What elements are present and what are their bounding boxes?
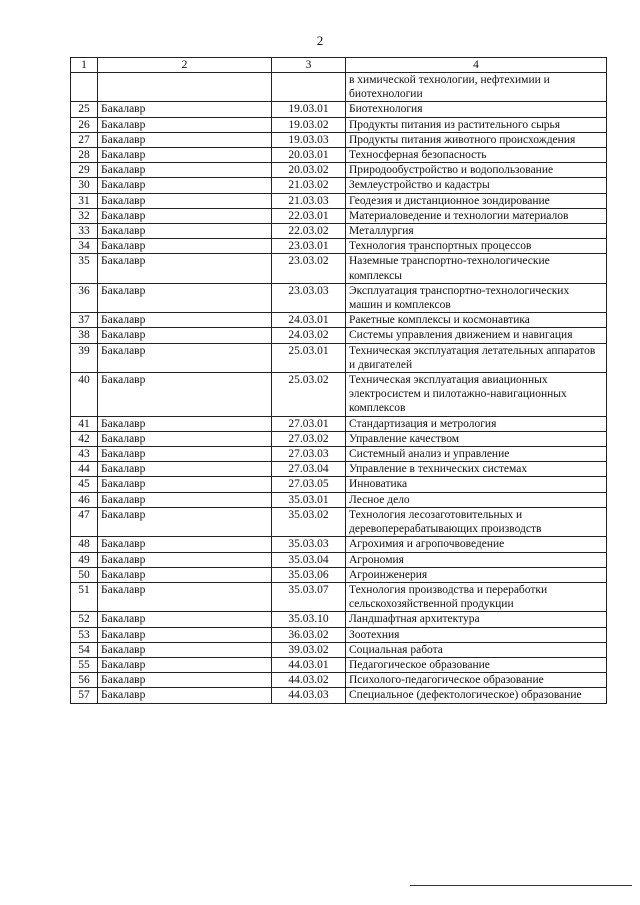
cell-name: Психолого-педагогическое образование: [346, 673, 607, 688]
table-header-row: [71, 58, 607, 73]
cell-level: Бакалавр: [98, 148, 272, 163]
table-row: [71, 673, 607, 688]
cell-code: 44.03.01: [272, 657, 346, 672]
cell-number: [71, 73, 98, 102]
cell-code: 23.03.02: [272, 254, 346, 283]
cell-level: Бакалавр: [98, 102, 272, 117]
cell-level: Бакалавр: [98, 447, 272, 462]
cell-number: 45: [71, 477, 98, 492]
table-row: [71, 163, 607, 178]
table-row: [71, 373, 607, 417]
cell-level: Бакалавр: [98, 642, 272, 657]
cell-code: 27.03.01: [272, 416, 346, 431]
cell-code: 24.03.02: [272, 328, 346, 343]
cell-name: Лесное дело: [346, 492, 607, 507]
cell-code: 20.03.02: [272, 163, 346, 178]
header-col-3: 3: [272, 58, 346, 73]
cell-number: 33: [71, 224, 98, 239]
table-row: [71, 447, 607, 462]
cell-name: Ландшафтная архитектура: [346, 612, 607, 627]
table-row: [71, 193, 607, 208]
cell-level: Бакалавр: [98, 373, 272, 417]
cell-level: Бакалавр: [98, 117, 272, 132]
specialties-table: [70, 57, 607, 704]
cell-code: 19.03.02: [272, 117, 346, 132]
cell-name: Специальное (дефектологическое) образование: [346, 688, 607, 703]
cell-level: Бакалавр: [98, 612, 272, 627]
cell-number: 42: [71, 431, 98, 446]
cell-name: Технология транспортных процессов: [346, 239, 607, 254]
cell-level: Бакалавр: [98, 462, 272, 477]
table-row: [71, 657, 607, 672]
cell-name: Биотехнология: [346, 102, 607, 117]
header-col-4: 4: [346, 58, 607, 73]
table-row: [71, 343, 607, 372]
cell-name: Системы управления движением и навигация: [346, 328, 607, 343]
cell-code: 19.03.03: [272, 132, 346, 147]
cell-name: Техническая эксплуатация летательных аппаратов и двигателей: [346, 343, 607, 372]
table-row: [71, 117, 607, 132]
cell-code: 25.03.01: [272, 343, 346, 372]
cell-number: 36: [71, 283, 98, 312]
cell-number: 53: [71, 627, 98, 642]
cell-name: Землеустройство и кадастры: [346, 178, 607, 193]
cell-level: [98, 73, 272, 102]
cell-name: Инноватика: [346, 477, 607, 492]
table-row: [71, 642, 607, 657]
cell-level: Бакалавр: [98, 239, 272, 254]
cell-level: Бакалавр: [98, 313, 272, 328]
cell-level: Бакалавр: [98, 132, 272, 147]
cell-name: Наземные транспортно-технологические комплексы: [346, 254, 607, 283]
cell-name: Техносферная безопасность: [346, 148, 607, 163]
cell-number: 56: [71, 673, 98, 688]
cell-number: 37: [71, 313, 98, 328]
cell-name: Управление качеством: [346, 431, 607, 446]
cell-name: Педагогическое образование: [346, 657, 607, 672]
cell-number: 25: [71, 102, 98, 117]
cell-name: Техническая эксплуатация авиационных электросистем и пилотажно-навигационных комплексов: [346, 373, 607, 417]
cell-number: 39: [71, 343, 98, 372]
cell-code: 35.03.02: [272, 507, 346, 536]
cell-code: 25.03.02: [272, 373, 346, 417]
cell-number: 52: [71, 612, 98, 627]
cell-number: 43: [71, 447, 98, 462]
table-row: [71, 582, 607, 611]
bottom-rule: [410, 885, 632, 886]
table-row: [71, 567, 607, 582]
cell-code: 35.03.07: [272, 582, 346, 611]
cell-number: 27: [71, 132, 98, 147]
cell-level: Бакалавр: [98, 163, 272, 178]
cell-code: 22.03.02: [272, 224, 346, 239]
cell-number: 57: [71, 688, 98, 703]
cell-number: 34: [71, 239, 98, 254]
table-row: [71, 477, 607, 492]
header-col-2: 2: [98, 58, 272, 73]
cell-code: 21.03.02: [272, 178, 346, 193]
cell-name: Технология лесозаготовительных и деревоперерабатывающих производств: [346, 507, 607, 536]
table-row: [71, 313, 607, 328]
table-row: [71, 612, 607, 627]
table-row: [71, 552, 607, 567]
cell-name: Технология производства и переработки сельскохозяйственной продукции: [346, 582, 607, 611]
cell-level: Бакалавр: [98, 178, 272, 193]
cell-level: Бакалавр: [98, 627, 272, 642]
table-row: [71, 178, 607, 193]
table-row: [71, 102, 607, 117]
cell-name: Ракетные комплексы и космонавтика: [346, 313, 607, 328]
table-row: [71, 254, 607, 283]
cell-number: 28: [71, 148, 98, 163]
table-row: [71, 208, 607, 223]
cell-name: Зоотехния: [346, 627, 607, 642]
cell-level: Бакалавр: [98, 537, 272, 552]
cell-level: Бакалавр: [98, 208, 272, 223]
cell-level: Бакалавр: [98, 673, 272, 688]
cell-name: Агроинженерия: [346, 567, 607, 582]
cell-code: 24.03.01: [272, 313, 346, 328]
cell-name: Управление в технических системах: [346, 462, 607, 477]
cell-name: Продукты питания животного происхождения: [346, 132, 607, 147]
cell-code: 27.03.05: [272, 477, 346, 492]
page-number: 2: [316, 33, 324, 48]
cell-code: [272, 73, 346, 102]
cell-code: 23.03.01: [272, 239, 346, 254]
cell-level: Бакалавр: [98, 567, 272, 582]
cell-number: 48: [71, 537, 98, 552]
cell-code: 19.03.01: [272, 102, 346, 117]
cell-name: Продукты питания из растительного сырья: [346, 117, 607, 132]
table-row: [71, 431, 607, 446]
cell-number: 46: [71, 492, 98, 507]
cell-number: 32: [71, 208, 98, 223]
cell-level: Бакалавр: [98, 507, 272, 536]
cell-code: 35.03.10: [272, 612, 346, 627]
cell-code: 35.03.01: [272, 492, 346, 507]
cell-name: Природообустройство и водопользование: [346, 163, 607, 178]
header-col-1: 1: [71, 58, 98, 73]
cell-level: Бакалавр: [98, 254, 272, 283]
cell-code: 27.03.02: [272, 431, 346, 446]
cell-number: 47: [71, 507, 98, 536]
table-row: [71, 537, 607, 552]
table-row-continuation: [71, 73, 607, 102]
cell-number: 38: [71, 328, 98, 343]
cell-level: Бакалавр: [98, 492, 272, 507]
table-row: [71, 492, 607, 507]
cell-name: Эксплуатация транспортно-технологических машин и комплексов: [346, 283, 607, 312]
cell-code: 35.03.03: [272, 537, 346, 552]
table-row: [71, 507, 607, 536]
cell-code: 20.03.01: [272, 148, 346, 163]
cell-number: 44: [71, 462, 98, 477]
cell-code: 36.03.02: [272, 627, 346, 642]
cell-number: 49: [71, 552, 98, 567]
table-row: [71, 132, 607, 147]
cell-level: Бакалавр: [98, 328, 272, 343]
cell-number: 55: [71, 657, 98, 672]
cell-number: 26: [71, 117, 98, 132]
cell-level: Бакалавр: [98, 552, 272, 567]
cell-level: Бакалавр: [98, 431, 272, 446]
cell-name: Стандартизация и метрология: [346, 416, 607, 431]
cell-name: Агрохимия и агропочвоведение: [346, 537, 607, 552]
cell-level: Бакалавр: [98, 193, 272, 208]
cell-name: Агрономия: [346, 552, 607, 567]
table-row: [71, 283, 607, 312]
table-row: [71, 224, 607, 239]
cell-name: Социальная работа: [346, 642, 607, 657]
cell-code: 27.03.03: [272, 447, 346, 462]
table-row: [71, 239, 607, 254]
table-body: [71, 73, 607, 704]
cell-level: Бакалавр: [98, 224, 272, 239]
cell-level: Бакалавр: [98, 343, 272, 372]
table-row: [71, 148, 607, 163]
cell-name: Материаловедение и технологии материалов: [346, 208, 607, 223]
table-row: [71, 328, 607, 343]
cell-name: Геодезия и дистанционное зондирование: [346, 193, 607, 208]
cell-code: 39.03.02: [272, 642, 346, 657]
cell-number: 50: [71, 567, 98, 582]
table-row: [71, 416, 607, 431]
cell-code: 44.03.02: [272, 673, 346, 688]
cell-number: 35: [71, 254, 98, 283]
cell-code: 35.03.04: [272, 552, 346, 567]
cell-level: Бакалавр: [98, 283, 272, 312]
cell-level: Бакалавр: [98, 688, 272, 703]
cell-number: 31: [71, 193, 98, 208]
table-row: [71, 627, 607, 642]
cell-level: Бакалавр: [98, 657, 272, 672]
cell-name: Системный анализ и управление: [346, 447, 607, 462]
cell-number: 51: [71, 582, 98, 611]
cell-code: 27.03.04: [272, 462, 346, 477]
cell-number: 41: [71, 416, 98, 431]
cell-level: Бакалавр: [98, 416, 272, 431]
table-row: [71, 462, 607, 477]
cell-name: Металлургия: [346, 224, 607, 239]
cell-number: 29: [71, 163, 98, 178]
cell-level: Бакалавр: [98, 477, 272, 492]
cell-code: 44.03.03: [272, 688, 346, 703]
cell-name: в химической технологии, нефтехимии и биотехнологии: [346, 73, 607, 102]
cell-level: Бакалавр: [98, 582, 272, 611]
cell-code: 35.03.06: [272, 567, 346, 582]
cell-number: 30: [71, 178, 98, 193]
cell-code: 21.03.03: [272, 193, 346, 208]
cell-number: 54: [71, 642, 98, 657]
table-row: [71, 688, 607, 703]
cell-code: 22.03.01: [272, 208, 346, 223]
cell-code: 23.03.03: [272, 283, 346, 312]
cell-number: 40: [71, 373, 98, 417]
